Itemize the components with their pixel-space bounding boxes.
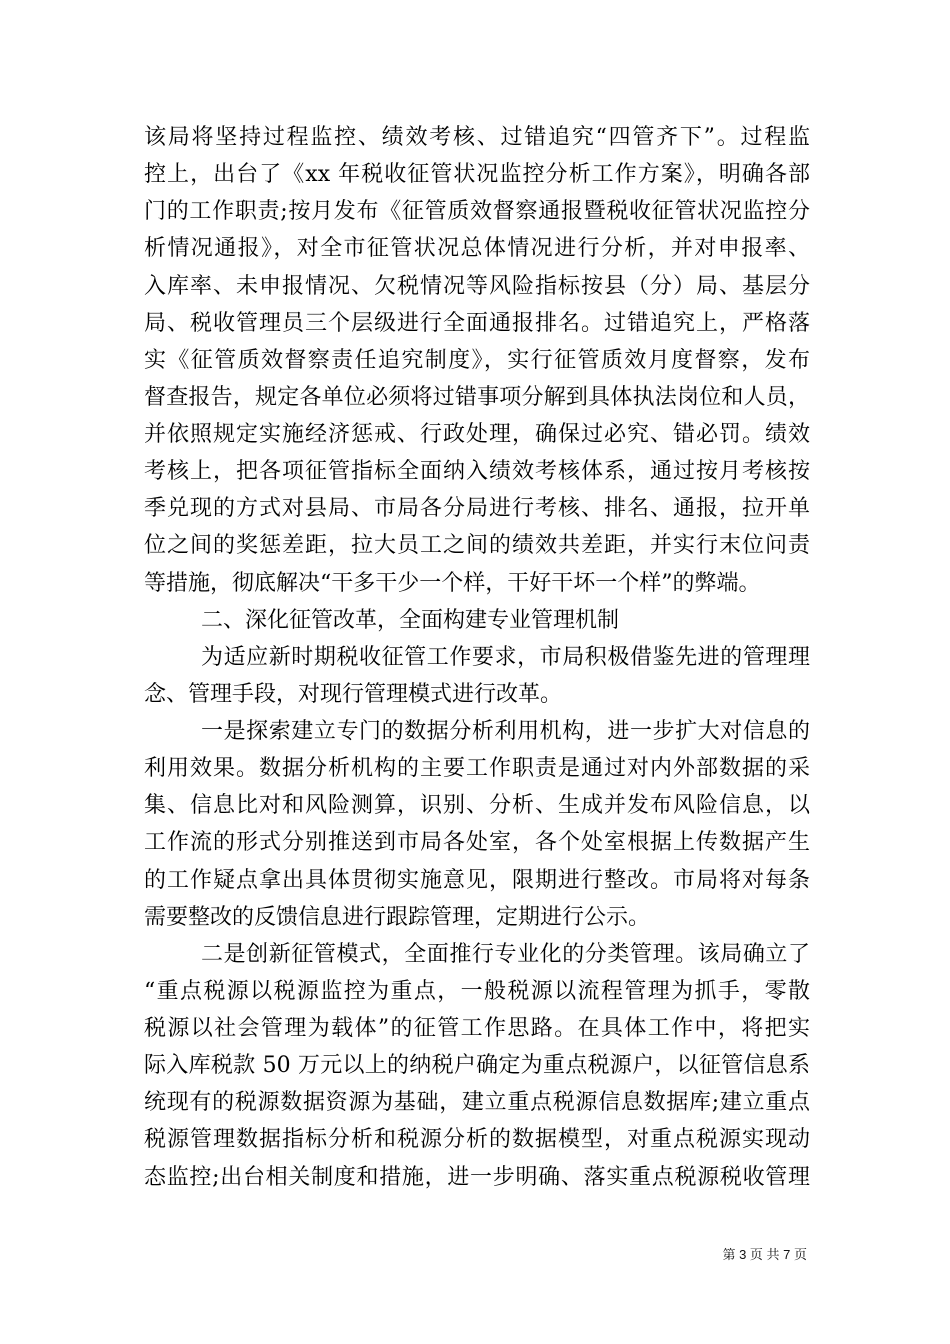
text-line: 门的工作职责;按月发布《征管质效督察通报暨税收征管状况监控分 (144, 199, 810, 225)
text-line: 工作流的形式分别推送到市局各处室，各个处室根据上传数据产生 (144, 830, 810, 856)
text-line: 局、税收管理员三个层级进行全面通报排名。过错追究上，严格落 (144, 310, 810, 336)
text-line: 季兑现的方式对县局、市局各分局进行考核、排名、通报，拉开单 (144, 496, 810, 522)
document-body (144, 119, 810, 1196)
text-line: 入库率、未申报情况、欠税情况等风险指标按县（分）局、基层分 (144, 273, 810, 299)
text-line: 税源管理数据指标分析和税源分析的数据模型，对重点税源实现动 (144, 1127, 810, 1153)
text-line: 利用效果。数据分析机构的主要工作职责是通过对内外部数据的采 (144, 756, 810, 782)
text-line: 该局将坚持过程监控、绩效考核、过错追究“四管齐下”。过程监 (144, 125, 810, 150)
text-line: 控上，出台了《xx 年税收征管状况监控分析工作方案》，明确各部 (144, 162, 810, 188)
text-line: 统现有的税源数据资源为基础，建立重点税源信息数据库;建立重点 (144, 1090, 810, 1116)
text-line: 并依照规定实施经济惩戒、行政处理，确保过必究、错必罚。绩效 (144, 422, 810, 447)
paragraph-reform-intro (144, 639, 810, 713)
paragraph-data-analysis (144, 713, 810, 936)
text-line: 需要整改的反馈信息进行跟踪管理，定期进行公示。 (144, 904, 651, 930)
text-line: 一是探索建立专门的数据分析利用机构，进一步扩大对信息的 (201, 719, 810, 744)
section-heading (144, 602, 810, 639)
text-line: 考核上，把各项征管指标全面纳入绩效考核体系，通过按月考核按 (144, 459, 810, 485)
text-line: 税源以社会管理为载体”的征管工作思路。在具体工作中，将把实 (144, 1016, 810, 1041)
text-line: 析情况通报》，对全市征管状况总体情况进行分析，并对申报率、 (144, 236, 810, 262)
text-line: 位之间的奖惩差距，拉大员工之间的绩效共差距，并实行末位问责 (144, 533, 810, 559)
paragraph-process-monitoring (144, 119, 810, 602)
text-line: 的工作疑点拿出具体贯彻实施意见，限期进行整改。市局将对每条 (144, 867, 810, 893)
text-line: 二是创新征管模式，全面推行专业化的分类管理。该局确立了 (201, 941, 810, 967)
text-line: 态监控;出台相关制度和措施，进一步明确、落实重点税源税收管理 (144, 1164, 810, 1190)
text-line: 等措施，彻底解决“干多干少一个样，干好干坏一个样”的弊端。 (144, 570, 761, 596)
text-line: 督查报告，规定各单位必须将过错事项分解到具体执法岗位和人员， (144, 384, 810, 410)
text-line: 为适应新时期税收征管工作要求，市局积极借鉴先进的管理理 (201, 644, 810, 670)
text-line: 实《征管质效督察责任追究制度》，实行征管质效月度督察，发布 (144, 347, 810, 373)
text-line: 念、管理手段，对现行管理模式进行改革。 (144, 681, 563, 707)
page-number-footer: 第 3 页 共 7 页 (722, 1247, 807, 1262)
text-line: 集、信息比对和风险测算，识别、分析、生成并发布风险信息，以 (144, 793, 810, 819)
paragraph-classified-management (144, 936, 810, 1196)
heading-line: 二、深化征管改革，全面构建专业管理机制 (201, 607, 620, 633)
text-line: “重点税源以税源监控为重点，一般税源以流程管理为抓手，零散 (144, 978, 810, 1004)
text-line: 际入库税款 50 万元以上的纳税户确定为重点税源户，以征管信息系 (144, 1053, 810, 1079)
